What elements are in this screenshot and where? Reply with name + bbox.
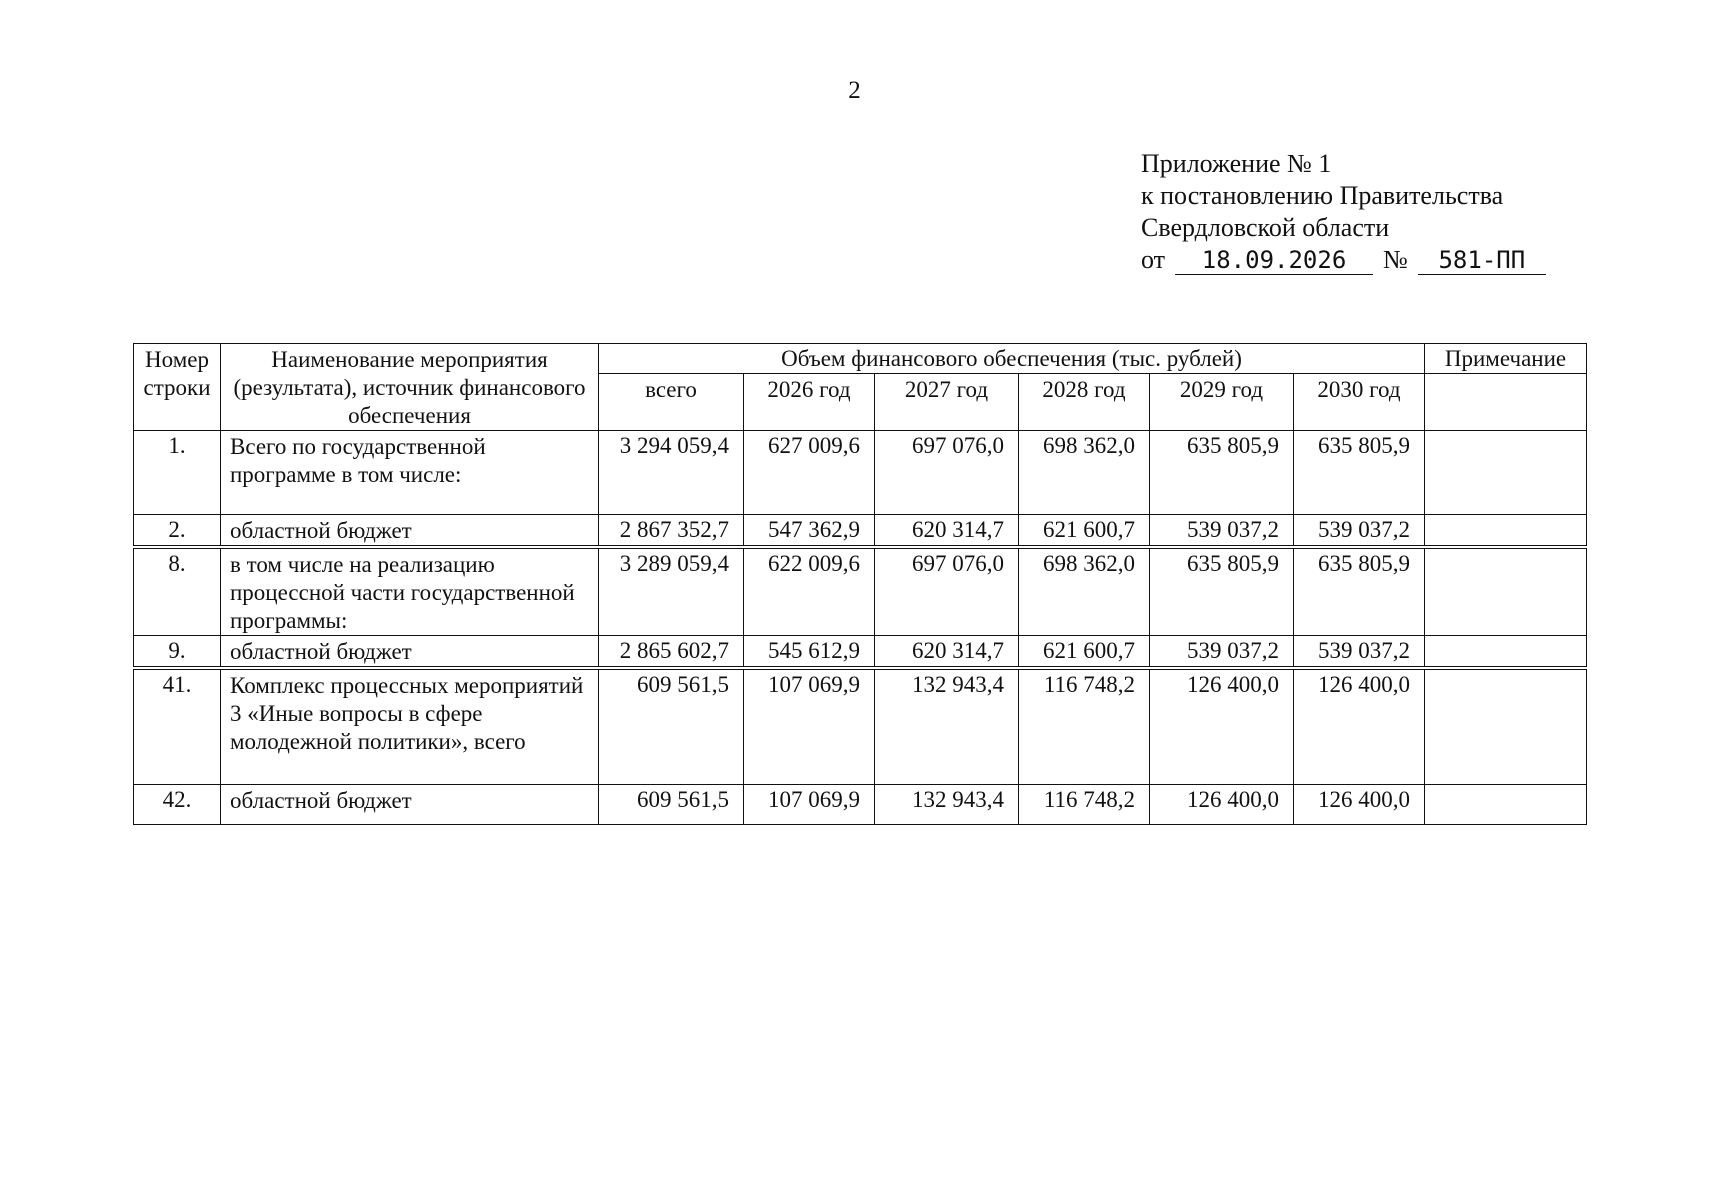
row-name: областной бюджет — [221, 636, 599, 667]
resolution-date: 18.09.2026 — [1175, 246, 1373, 275]
header-name: Наименование мероприятия (результата), источник финансового обеспечения — [221, 344, 599, 431]
cell-2026: 547 362,9 — [744, 515, 875, 546]
cell-2029: 539 037,2 — [1150, 636, 1294, 667]
resolution-number: 581-ПП — [1418, 246, 1546, 275]
cell-2026: 627 009,6 — [744, 431, 875, 515]
table-row — [134, 431, 1587, 515]
appendix-region: Свердловской области — [1141, 213, 1390, 242]
cell-2030: 539 037,2 — [1294, 636, 1425, 667]
cell-2027: 697 076,0 — [875, 549, 1019, 636]
cell-2028: 621 600,7 — [1019, 515, 1150, 546]
table-row — [134, 785, 1587, 825]
header-2029: 2029 год — [1150, 373, 1294, 430]
cell-total: 2 867 352,7 — [599, 515, 744, 546]
row-number: 41. — [134, 670, 221, 785]
cell-2030: 126 400,0 — [1294, 785, 1425, 825]
cell-2028: 698 362,0 — [1019, 549, 1150, 636]
cell-2028: 621 600,7 — [1019, 636, 1150, 667]
appendix-title: Приложение № 1 — [1141, 149, 1332, 178]
row-name: областной бюджет — [221, 515, 599, 546]
finance-table — [133, 343, 1587, 825]
cell-2030: 635 805,9 — [1294, 549, 1425, 636]
row-name: Комплекс процессных мероприятий 3 «Иные вопросы в сфере молодежной политики», всего — [221, 670, 599, 785]
cell-2030: 126 400,0 — [1294, 670, 1425, 785]
cell-2026: 622 009,6 — [744, 549, 875, 636]
cell-2029: 126 400,0 — [1150, 670, 1294, 785]
row-number: 1. — [134, 431, 221, 515]
cell-2027: 132 943,4 — [875, 670, 1019, 785]
cell-note — [1425, 636, 1587, 667]
cell-note — [1425, 549, 1587, 636]
cell-2028: 116 748,2 — [1019, 785, 1150, 825]
header-row-number: Номер строки — [134, 344, 221, 431]
header-2027: 2027 год — [875, 373, 1019, 430]
cell-2027: 620 314,7 — [875, 515, 1019, 546]
header-volume: Объем финансового обеспечения (тыс. рублей) — [599, 344, 1425, 374]
row-name: в том числе на реализацию процессной части государственной программы: — [221, 549, 599, 636]
cell-note — [1425, 515, 1587, 546]
cell-total: 3 294 059,4 — [599, 431, 744, 515]
appendix-block — [1141, 148, 1546, 276]
cell-total: 3 289 059,4 — [599, 549, 744, 636]
cell-note — [1425, 431, 1587, 515]
cell-total: 609 561,5 — [599, 670, 744, 785]
cell-2030: 539 037,2 — [1294, 515, 1425, 546]
cell-total: 2 865 602,7 — [599, 636, 744, 667]
row-number: 42. — [134, 785, 221, 825]
row-number: 2. — [134, 515, 221, 546]
cell-2029: 539 037,2 — [1150, 515, 1294, 546]
cell-total: 609 561,5 — [599, 785, 744, 825]
appendix-signature-line — [1141, 244, 1546, 276]
cell-2026: 107 069,9 — [744, 670, 875, 785]
cell-2029: 126 400,0 — [1150, 785, 1294, 825]
from-label: от — [1141, 245, 1166, 274]
table-row — [134, 636, 1587, 667]
row-number: 8. — [134, 549, 221, 636]
table-row — [134, 515, 1587, 546]
cell-2026: 107 069,9 — [744, 785, 875, 825]
cell-note — [1425, 670, 1587, 785]
header-note: Примечание — [1425, 344, 1587, 374]
row-name: Всего по государственной программе в том числе: — [221, 431, 599, 515]
table-row — [134, 549, 1587, 636]
cell-2030: 635 805,9 — [1294, 431, 1425, 515]
header-total: всего — [599, 373, 744, 430]
cell-2028: 698 362,0 — [1019, 431, 1150, 515]
cell-2026: 545 612,9 — [744, 636, 875, 667]
cell-2027: 620 314,7 — [875, 636, 1019, 667]
number-label: № — [1383, 245, 1408, 274]
cell-note — [1425, 785, 1587, 825]
cell-2029: 635 805,9 — [1150, 431, 1294, 515]
header-2026: 2026 год — [744, 373, 875, 430]
table-row — [134, 670, 1587, 785]
header-2030: 2030 год — [1294, 373, 1425, 430]
header-2028: 2028 год — [1019, 373, 1150, 430]
row-name: областной бюджет — [221, 785, 599, 825]
cell-2028: 116 748,2 — [1019, 670, 1150, 785]
cell-2027: 697 076,0 — [875, 431, 1019, 515]
cell-2029: 635 805,9 — [1150, 549, 1294, 636]
appendix-resolution: к постановлению Правительства — [1141, 181, 1504, 210]
page-number: 2 — [848, 77, 861, 104]
header-note-empty — [1425, 373, 1587, 430]
row-number: 9. — [134, 636, 221, 667]
cell-2027: 132 943,4 — [875, 785, 1019, 825]
